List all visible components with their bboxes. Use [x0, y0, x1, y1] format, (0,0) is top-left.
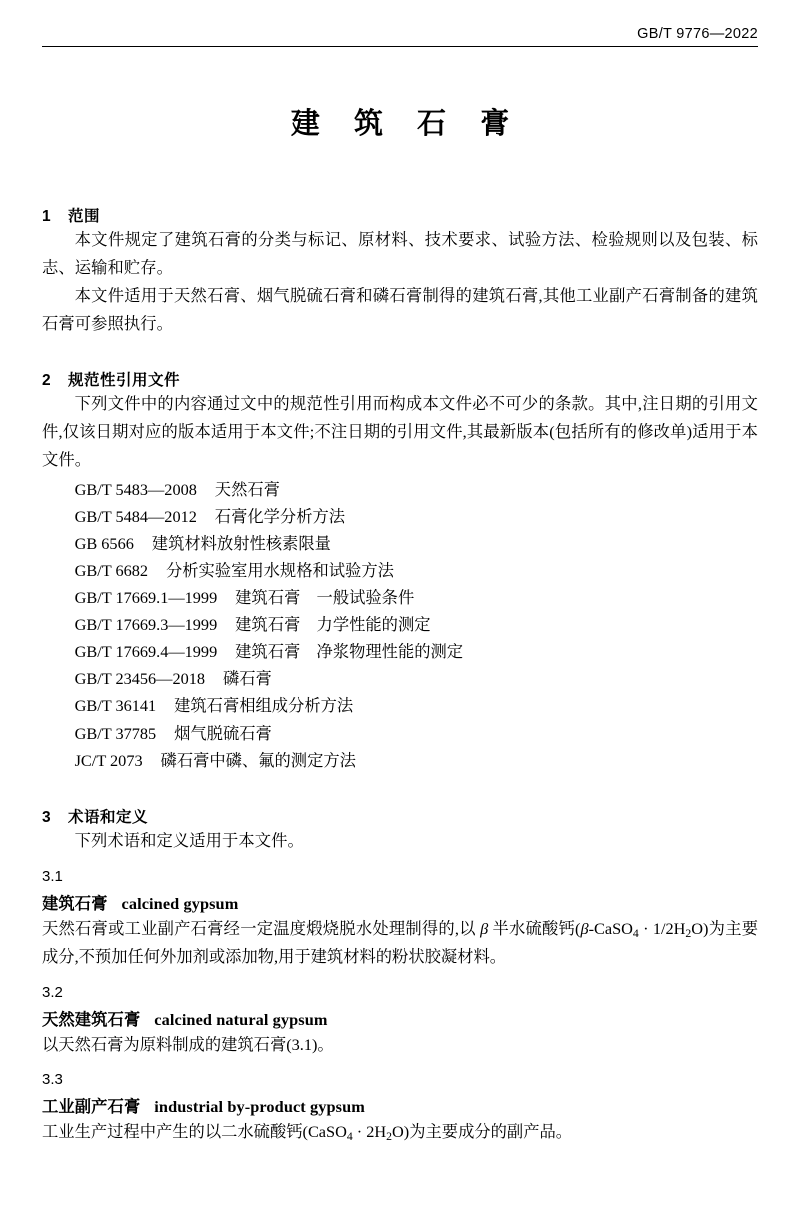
list-item [42, 638, 758, 665]
list-item [42, 720, 758, 747]
reference-code: GB/T 36141 [74, 696, 157, 716]
term-body-3-2: 以天然石膏为原料制成的建筑石膏(3.1)。 [42, 1034, 334, 1054]
reference-title: 磷石膏中磷、氟的测定方法 [160, 750, 356, 770]
reference-title: 建筑石膏 一般试验条件 [235, 588, 415, 608]
clause-3-label: 术语和定义 [68, 808, 149, 826]
term-body-3-1-post: )为主要成分,不预加任何外加剂或添加物,用于建筑材料的粉状胶凝材料。 [42, 918, 758, 967]
normative-reference-list [42, 476, 758, 774]
clause-3-number: 3 [42, 808, 52, 826]
term-number-3-3: 3.3 [42, 1071, 63, 1089]
term-body-3-3-pre: 工业生产过程中产生的以二水硫酸钙( [42, 1122, 308, 1142]
list-item [42, 476, 758, 503]
term-en-3-1: calcined gypsum [121, 893, 239, 913]
term-symbol-beta: β [480, 918, 489, 938]
standard-code: GB/T 9776—2022 [637, 26, 758, 42]
scope-paragraph-2: 本文件适用于天然石膏、烟气脱硫石膏和磷石膏制得的建筑石膏,其他工业副产石膏制备的建筑石膏可参照执行。 [42, 286, 758, 334]
term-en-3-2: calcined natural gypsum [154, 1009, 328, 1029]
reference-code: GB/T 23456—2018 [74, 669, 206, 689]
term-heading-3-3 [42, 1093, 758, 1117]
reference-title: 烟气脱硫石膏 [174, 723, 272, 743]
term-heading-3-1 [42, 890, 758, 914]
list-item [42, 747, 758, 774]
list-item [42, 611, 758, 638]
clause-1-number: 1 [42, 208, 52, 225]
clause-2-number: 2 [42, 372, 52, 390]
reference-code: GB/T 37785 [74, 723, 157, 743]
reference-code: GB/T 17669.3—1999 [74, 615, 218, 635]
scope-paragraph-1: 本文件规定了建筑石膏的分类与标记、原材料、技术要求、试验方法、检验规则以及包装、标志、运输和贮存。 [42, 230, 758, 278]
term-zh-3-3: 工业副产石膏 [42, 1098, 141, 1117]
list-item [42, 692, 758, 719]
reference-code: GB/T 17669.1—1999 [74, 588, 218, 608]
term-number-3-2: 3.2 [42, 983, 63, 1001]
reference-title: 建筑石膏 力学性能的测定 [235, 615, 431, 635]
term-number-3-1: 3.1 [42, 867, 63, 885]
reference-title: 磷石膏 [222, 669, 272, 689]
clause-heading-3 [42, 805, 758, 827]
page-title: 建 筑 石 膏 [290, 108, 523, 140]
term-formula-3-1: β-CaSO$_4$ · $1/2H_2O$ [580, 918, 704, 940]
list-item [42, 584, 758, 611]
reference-title: 石膏化学分析方法 [214, 507, 346, 527]
list-item [42, 557, 758, 584]
reference-title: 天然石膏 [214, 480, 280, 500]
term-body-3-1 [42, 915, 758, 971]
reference-code: GB/T 6682 [74, 561, 149, 581]
clause-heading-2 [42, 368, 758, 390]
term-zh-3-2: 天然建筑石膏 [42, 1010, 141, 1029]
term-zh-3-1: 建筑石膏 [42, 894, 108, 913]
page-header [42, 0, 758, 46]
term-heading-3-2 [42, 1006, 758, 1030]
list-item [42, 665, 758, 692]
reference-code: GB/T 17669.4—1999 [74, 642, 218, 662]
clause-heading-1 [42, 204, 758, 226]
reference-code: JC/T 2073 [74, 750, 143, 770]
term-formula-3-3: CaSO$_4$ · $2H_2O$ [307, 1122, 404, 1143]
reference-code: GB 6566 [74, 534, 134, 554]
term-body-3-3 [42, 1118, 758, 1147]
term-body-3-3-post: )为主要成分的副产品。 [403, 1122, 573, 1142]
term-body-3-1-mid: 半水硫酸钙( [488, 918, 581, 938]
normative-intro: 下列文件中的内容通过文中的规范性引用而构成本文件必不可少的条款。其中,注日期的引用文件,仅该日期对应的版本适用于本文件;不注日期的引用文件,其最新版本(包括所有的修改单)适用于本文件。 [42, 394, 758, 470]
clause-2-label: 规范性引用文件 [68, 372, 181, 390]
clause-1-label: 范围 [68, 208, 101, 225]
term-body-3-1-pre: 天然石膏或工业副产石膏经一定温度煅烧脱水处理制得的,以 [42, 918, 481, 938]
reference-title: 建筑石膏 净浆物理性能的测定 [235, 642, 464, 662]
reference-title: 建筑石膏相组成分析方法 [174, 696, 354, 716]
reference-code: GB/T 5484—2012 [74, 507, 197, 527]
reference-code: GB/T 5483—2008 [74, 480, 197, 500]
list-item [42, 530, 758, 557]
term-en-3-3: industrial by-product gypsum [154, 1097, 365, 1117]
header-divider [42, 46, 758, 47]
reference-title: 建筑材料放射性核素限量 [151, 534, 331, 554]
list-item [42, 503, 758, 530]
terms-intro: 下列术语和定义适用于本文件。 [74, 830, 304, 850]
reference-title: 分析实验室用水规格和试验方法 [165, 561, 394, 581]
